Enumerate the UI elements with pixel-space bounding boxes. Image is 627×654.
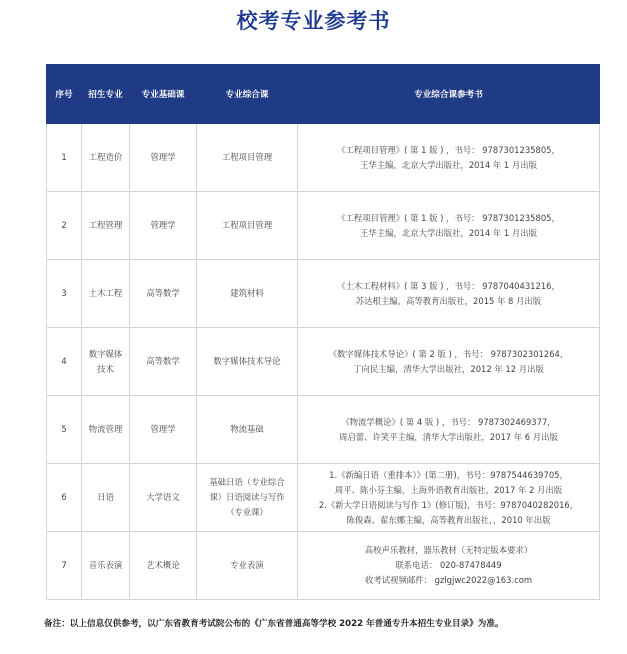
cell-no: 3 bbox=[47, 260, 82, 328]
cell-no: 6 bbox=[47, 464, 82, 532]
table-row bbox=[47, 260, 600, 328]
book-line: 联系电话： 020-87478449 bbox=[395, 560, 502, 570]
header-basic-course: 专业基础课 bbox=[130, 65, 197, 124]
book-line: 2.《新大学日语阅读与写作 1》(修订版)，书号：9787040282016， bbox=[318, 499, 579, 510]
comprehensive-line: 基础日语（专业综合 bbox=[209, 477, 285, 487]
book-line: 苏达根主编，高等教育出版社，2015 年 8 月出版 bbox=[355, 295, 542, 306]
book-line: 《数字媒体技术导论》( 第 2 版 ) ，书号： 9787302301264， bbox=[328, 348, 569, 359]
cell-comprehensive-course bbox=[197, 124, 298, 192]
cell-no: 1 bbox=[47, 124, 82, 192]
comprehensive-line: 工程项目管理 bbox=[221, 220, 273, 230]
cell-major: 工程造价 bbox=[82, 124, 130, 192]
reference-book-table bbox=[46, 64, 600, 600]
table-row bbox=[47, 532, 600, 600]
cell-no: 7 bbox=[47, 532, 82, 600]
book-line: 《工程项目管理》( 第 1 版 ) ，书号： 9787301235805， bbox=[337, 212, 560, 223]
cell-major: 土木工程 bbox=[82, 260, 130, 328]
cell-reference-books bbox=[298, 532, 600, 600]
header-no: 序号 bbox=[47, 65, 82, 124]
cell-basic-course: 艺术概论 bbox=[130, 532, 197, 600]
cell-major: 工程管理 bbox=[82, 192, 130, 260]
cell-reference-books bbox=[298, 192, 600, 260]
book-line: 王华主编，北京大学出版社，2014 年 1 月出版 bbox=[359, 159, 537, 170]
cell-reference-books bbox=[298, 464, 600, 532]
cell-basic-course: 管理学 bbox=[130, 396, 197, 464]
header-reference-books: 专业综合课参考书 bbox=[298, 65, 600, 124]
cell-reference-books bbox=[298, 328, 600, 396]
book-line: 收考试视频邮件： gzlgjwc2022@163.com bbox=[364, 575, 533, 585]
cell-reference-books bbox=[298, 260, 600, 328]
comprehensive-line: 工程项目管理 bbox=[221, 152, 273, 162]
cell-basic-course: 高等数学 bbox=[130, 328, 197, 396]
cell-basic-course: 高等数学 bbox=[130, 260, 197, 328]
cell-comprehensive-course bbox=[197, 260, 298, 328]
book-line: 1.《新编日语（重排本）》(第二册)，书号：9787544639705， bbox=[329, 469, 568, 480]
cell-major: 音乐表演 bbox=[82, 532, 130, 600]
cell-comprehensive-course bbox=[197, 532, 298, 600]
cell-basic-course: 管理学 bbox=[130, 124, 197, 192]
cell-basic-course: 管理学 bbox=[130, 192, 197, 260]
cell-major: 物流管理 bbox=[82, 396, 130, 464]
table-row bbox=[47, 396, 600, 464]
book-line: 《土木工程材料》( 第 3 版 ) ，书号： 9787040431216， bbox=[337, 280, 560, 291]
comprehensive-line: 课）日语阅读与写作 bbox=[209, 492, 285, 502]
comprehensive-line: 专业表演 bbox=[230, 560, 264, 570]
book-line: 陈俊森、翟东娜主编，高等教育出版社，，2010 年出版 bbox=[346, 514, 551, 525]
book-line: 高校声乐教材，器乐教材（无特定版本要求） bbox=[364, 545, 533, 555]
book-line: 《工程项目管理》( 第 1 版 ) ，书号： 9787301235805， bbox=[337, 144, 560, 155]
comprehensive-line: （专业课） bbox=[226, 507, 268, 517]
cell-reference-books bbox=[298, 124, 600, 192]
cell-no: 4 bbox=[47, 328, 82, 396]
book-line: 周平、陈小芬主编，上海外语教育出版社，2017 年 2 月出版 bbox=[334, 484, 563, 495]
table-row bbox=[47, 328, 600, 396]
book-line: 丁向民主编，清华大学出版社，2012 年 12 月出版 bbox=[353, 363, 544, 374]
cell-comprehensive-course bbox=[197, 328, 298, 396]
header-comprehensive-course: 专业综合课 bbox=[197, 65, 298, 124]
header-major: 招生专业 bbox=[82, 65, 130, 124]
cell-major: 日语 bbox=[82, 464, 130, 532]
cell-comprehensive-course bbox=[197, 192, 298, 260]
cell-reference-books bbox=[298, 396, 600, 464]
comprehensive-line: 数字媒体技术导论 bbox=[213, 356, 281, 366]
book-line: 王华主编，北京大学出版社，2014 年 1 月出版 bbox=[359, 227, 537, 238]
table-row bbox=[47, 192, 600, 260]
comprehensive-line: 建筑材料 bbox=[230, 288, 264, 298]
cell-major: 数字媒体技术 bbox=[82, 328, 130, 396]
cell-comprehensive-course bbox=[197, 396, 298, 464]
table-row bbox=[47, 464, 600, 532]
cell-no: 5 bbox=[47, 396, 82, 464]
table-row bbox=[47, 124, 600, 192]
book-line: 周启蕾、许笑平主编，清华大学出版社，2017 年 6 月出版 bbox=[339, 431, 558, 442]
page-title: 校考专业参考书 bbox=[236, 9, 391, 33]
cell-basic-course: 大学语文 bbox=[130, 464, 197, 532]
cell-comprehensive-course bbox=[197, 464, 298, 532]
footnote: 备注：以上信息仅供参考，以广东省教育考试院公布的《广东省普通高等学校 2022 年普通专升本招生专业目录》为准。 bbox=[44, 619, 504, 629]
table-header-row bbox=[47, 65, 600, 124]
book-line: 《物流学概论》( 第 4 版 ) ，书号： 9787302469377， bbox=[341, 416, 556, 427]
cell-no: 2 bbox=[47, 192, 82, 260]
comprehensive-line: 物流基础 bbox=[230, 424, 264, 434]
